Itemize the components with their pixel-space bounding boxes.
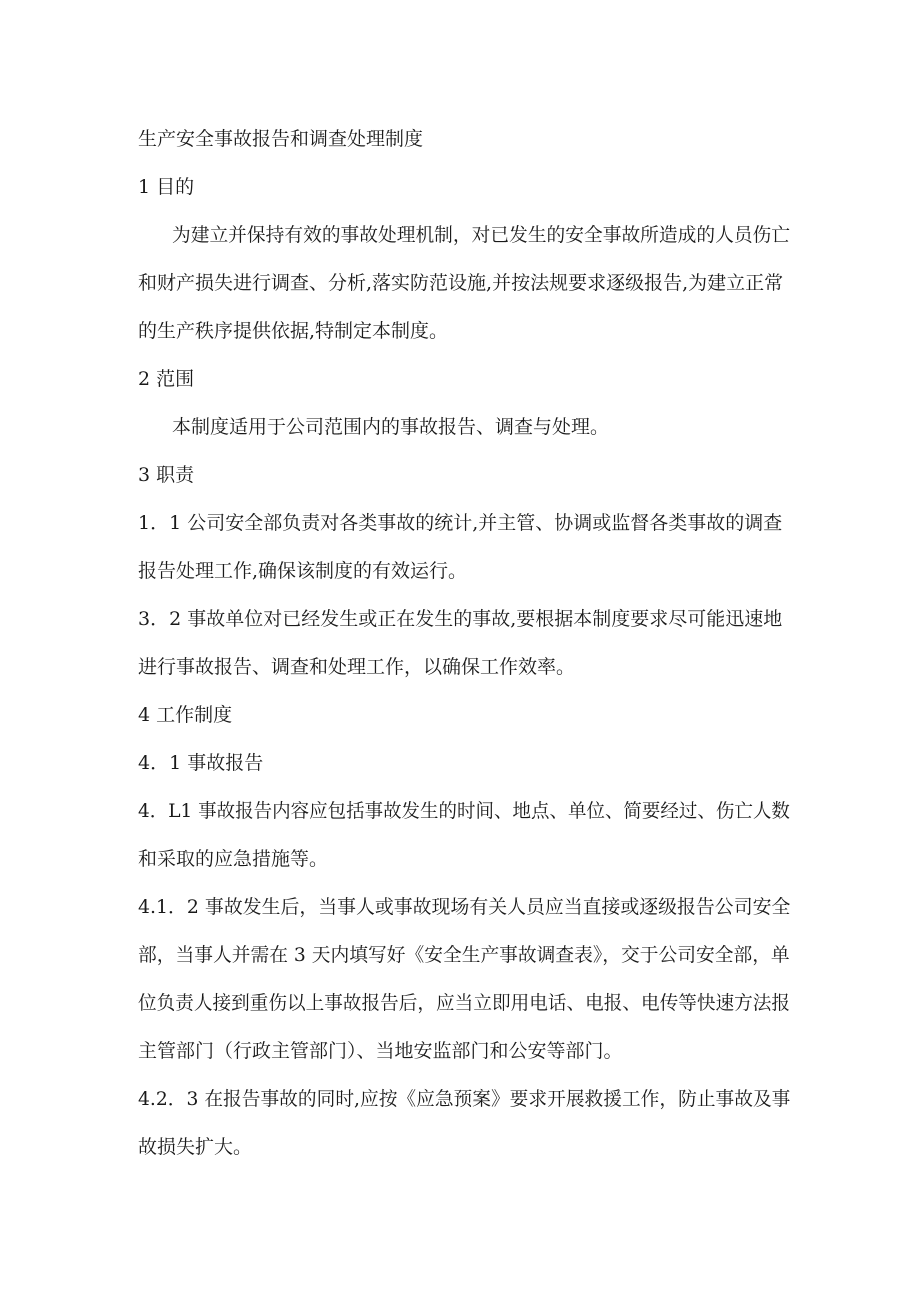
- paragraph-line: 的生产秩序提供依据,特制定本制度。: [138, 320, 449, 342]
- paragraph-line: 为建立并保持有效的事故处理机制，对已发生的安全事故所造成的人员伤亡: [172, 224, 791, 246]
- subsection-heading: 4．1 事故报告: [138, 752, 264, 774]
- paragraph-line: 1．1 公司安全部负责对各类事故的统计,并主管、协调或监督各类事故的调查: [138, 512, 783, 534]
- paragraph-line: 4．L1 事故报告内容应包括事故发生的时间、地点、单位、简要经过、伤亡人数: [138, 800, 790, 822]
- paragraph-line: 4.2．3 在报告事故的同时,应按《应急预案》要求开展救援工作，防止事故及事: [138, 1088, 791, 1110]
- paragraph-line: 4.1．2 事故发生后，当事人或事故现场有关人员应当直接或逐级报告公司安全: [138, 896, 791, 918]
- paragraph-line: 主管部门（行政主管部门）、当地安监部门和公安等部门。: [138, 1040, 623, 1062]
- paragraph-line: 位负责人接到重伤以上事故报告后，应当立即用电话、电报、电传等快速方法报: [138, 992, 791, 1014]
- paragraph-line: 部，当事人并需在 3 天内填写好《安全生产事故调查表》，交于公司安全部，单: [138, 944, 790, 966]
- section-heading-responsibilities: 3 职责: [138, 464, 195, 486]
- section-heading-scope: 2 范围: [138, 368, 195, 390]
- paragraph-line: 故损失扩大。: [138, 1136, 253, 1158]
- paragraph-line: 本制度适用于公司范围内的事故报告、调查与处理。: [172, 416, 610, 438]
- paragraph-line: 和采取的应急措施等。: [138, 848, 329, 870]
- section-heading-purpose: 1 目的: [138, 176, 195, 198]
- paragraph-line: 报告处理工作,确保该制度的有效运行。: [138, 560, 468, 582]
- paragraph-line: 3．2 事故单位对已经发生或正在发生的事故,要根据本制度要求尽可能迅速地: [138, 608, 783, 630]
- paragraph-line: 和财产损失进行调查、分析,落实防范设施,并按法规要求逐级报告,为建立正常: [138, 272, 784, 294]
- paragraph-line: 进行事故报告、调查和处理工作，以确保工作效率。: [138, 656, 576, 678]
- section-heading-work-system: 4 工作制度: [138, 704, 233, 726]
- document-title: 生产安全事故报告和调查处理制度: [138, 128, 424, 150]
